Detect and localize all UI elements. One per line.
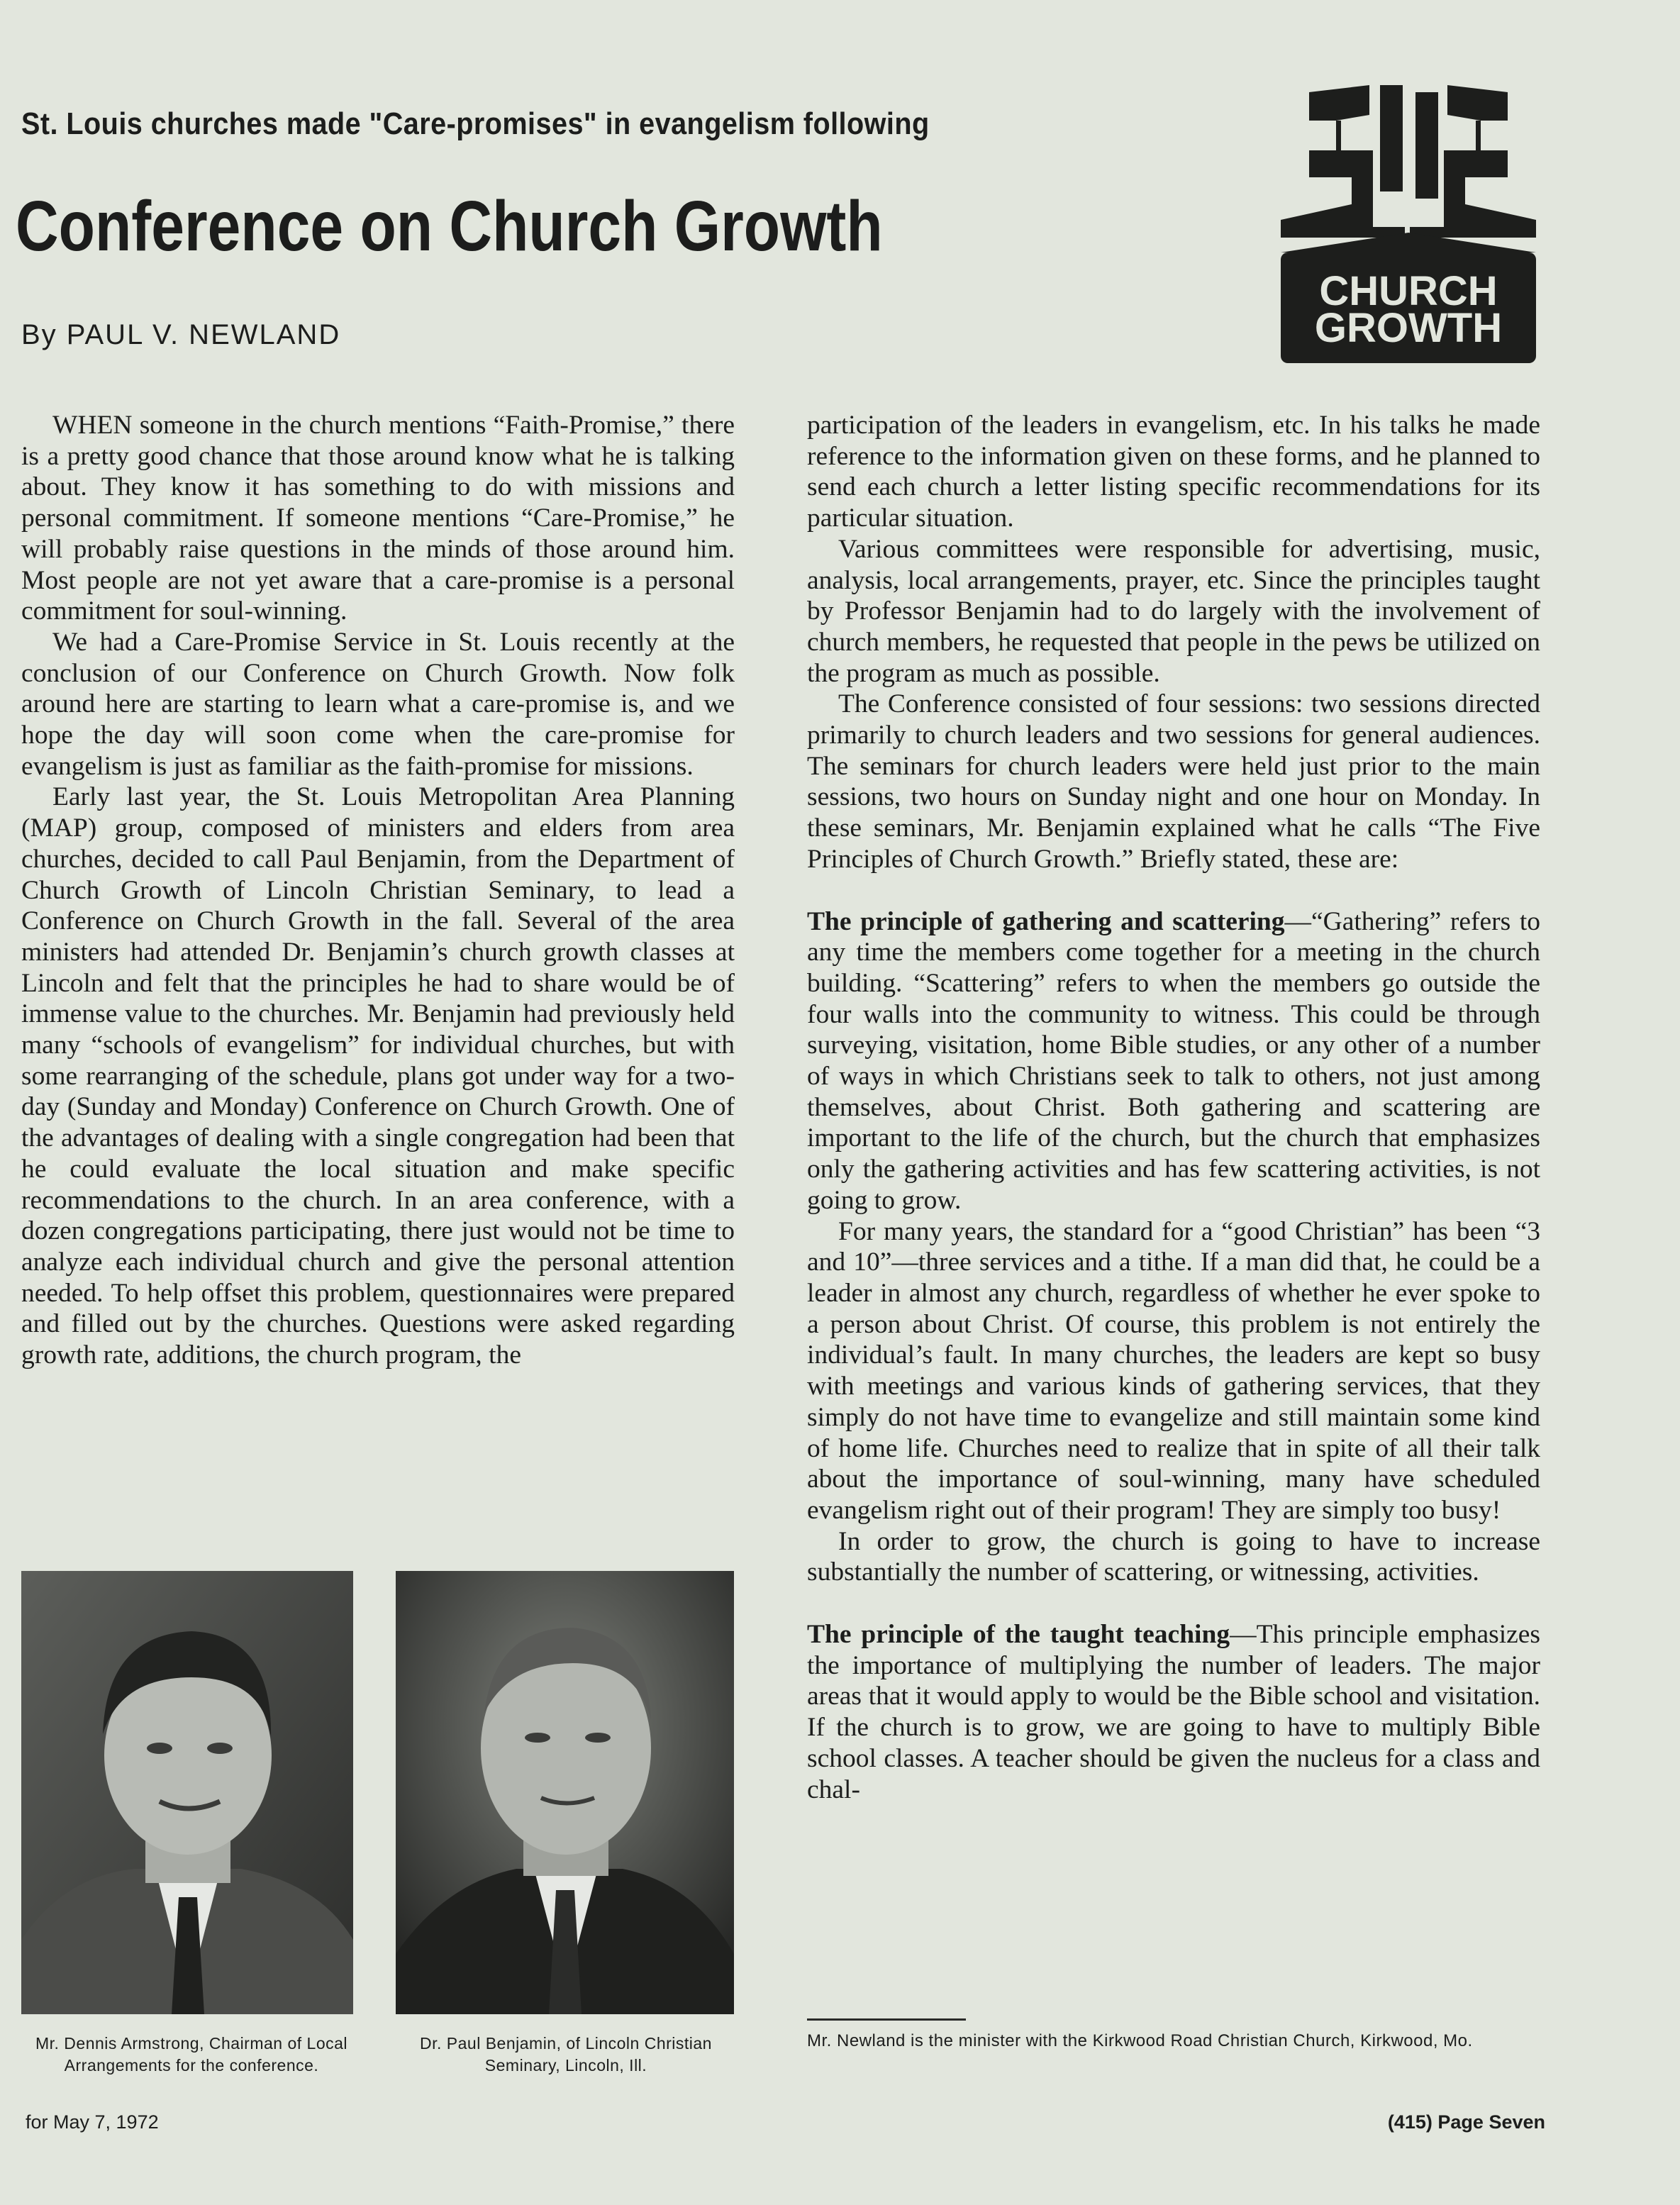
- paragraph: The Conference consisted of four sessions: two sessions directed primarily to church leaders and two sessions for general audiences. The seminars for church leaders were held just prior to the main sessions, two hours on Sunday night and one hour on Monday. In these seminars, Mr. Benjamin explained what he calls “The Five Principles of Church Growth.” Briefly stated, these are:: [807, 689, 1540, 874]
- church-growth-logo: [1281, 85, 1536, 363]
- paragraph: Early last year, the St. Louis Metropolitan Area Planning (MAP) group, composed of ministers and elders from area churches, decided to call Paul Benjamin, from the Department of Church Growth of Lincoln Christian Seminary, to lead a Conference on Church Growth in the fall. Several of the area ministers had attended Dr. Benjamin’s church growth classes at Lincoln and felt that the principles he had to share would be of immense value to the churches. Mr. Benjamin had previously held many “schools of evangelism” for individual churches, but with some rearranging of the schedule, plans got under way for a two-day (Sunday and Monday) Conference on Church Growth. One of the advantages of dealing with a single congregation had been that he could evaluate the local situation and make specific recommendations to the church. In an area conference, with a dozen congregations participating, there just would not be time to analyze each individual church and give the personal attention needed. To help offset this problem, questionnaires were prepared and filled out by the churches. Questions were asked regarding growth rate, additions, the church program, the: [21, 782, 735, 1370]
- church-growth-emblem-icon: [1281, 85, 1536, 363]
- paragraph-text: —This principle emphasizes the importance of multiplying the number of leaders. The major areas that it would apply to would be the Bible school and visitation. If the church is to grow, we are going to have to multiply Bible school classes. A teacher should be given the nucleus for a class and chal-: [807, 1620, 1540, 1804]
- paragraph-text: —“Gathering” refers to any time the members come together for a meeting in the church building. “Scattering” refers to when the members go outside the four walls into the community to witness. This could be through surveying, visitation, home Bible studies, or any other of a number of ways in which Christians seek to talk to others, not just among themselves, about Christ. Both gathering and scattering are important to the life of the church, but the church that emphasizes only the gathering activities and has few scattering activities, is not going to grow.: [807, 906, 1541, 1215]
- principle-heading: The principle of gathering and scattering: [807, 906, 1285, 936]
- portrait-icon: [396, 1571, 734, 2014]
- photo-caption: Dr. Paul Benjamin, of Lincoln Christian Seminary, Lincoln, Ill.: [420, 2034, 712, 2075]
- paragraph: Various committees were responsible for advertising, music, analysis, local arrangements, prayer, etc. Since the principles taught by Professor Benjamin had to do largely with the involvement of church members, he requested that people in the pews be utilized on the program as much as possible.: [807, 534, 1540, 688]
- photo-paul-benjamin: [396, 1571, 734, 2014]
- photo-dennis-armstrong: [21, 1571, 353, 2014]
- body-column-left: [21, 410, 735, 1371]
- logo-line1: CHURCH: [1319, 268, 1498, 314]
- paragraph: WHEN someone in the church mentions “Faith-Promise,” there is a pretty good chance that those around know what he is talking about. They know it has something to do with missions and personal commitment. If someone mentions “Care-Promise,” he will probably raise questions in the minds of those around him. Most people are not yet aware that a care-promise is a personal commitment for soul-winning.: [21, 411, 735, 626]
- logo-line2: GROWTH: [1314, 305, 1503, 351]
- paragraph: For many years, the standard for a “good Christian” has been “3 and 10”—three services and a tithe. If a man did that, he could be a leader in almost any church, regardless of whether he ever spoke to a person about Christ. Of course, this problem is not entirely the individual’s fault. In many churches, the leaders are kept so busy with meetings and various kinds of gathering services, that they simply do not have time to evangelize and still maintain some kind of home life. Churches need to realize that in spite of all their talk about the importance of soul-winning, many have scheduled evangelism right out of their program! They are simply too busy!: [807, 1216, 1540, 1525]
- footnote-divider: [807, 2018, 966, 2021]
- principle-heading: The principle of the taught teaching: [807, 1620, 1230, 1650]
- photo-caption: Mr. Dennis Armstrong, Chairman of Local Arrangements for the conference.: [35, 2034, 348, 2075]
- article-kicker: St. Louis churches made "Care-promises" in evangelism following: [21, 106, 930, 141]
- footer-page-number: (415) Page Seven: [1387, 2111, 1545, 2133]
- paragraph: [807, 906, 1540, 1216]
- portrait-icon: [21, 1571, 353, 2014]
- paragraph: We had a Care-Promise Service in St. Louis recently at the conclusion of our Conference on Church Growth. Now folk around here are starting to learn what a care-promise is, and we hope the day will soon come when the care-promise for evangelism is just as familiar as the faith-promise for missions.: [21, 627, 735, 781]
- byline: By PAUL V. NEWLAND: [21, 319, 341, 350]
- paragraph: [807, 1619, 1540, 1805]
- paragraph: In order to grow, the church is going to have to increase substantially the number of scattering, or witnessing, activities.: [807, 1526, 1540, 1587]
- author-footnote: Mr. Newland is the minister with the Kirkwood Road Christian Church, Kirkwood, Mo.: [807, 2031, 1473, 2050]
- footer-date: for May 7, 1972: [26, 2111, 159, 2133]
- body-column-right: [807, 410, 1540, 1805]
- article-title: Conference on Church Growth: [16, 187, 883, 266]
- paragraph: participation of the leaders in evangelism, etc. In his talks he made reference to the information given on these forms, and he planned to send each church a letter listing specific recommendations for its particular situation.: [807, 411, 1540, 533]
